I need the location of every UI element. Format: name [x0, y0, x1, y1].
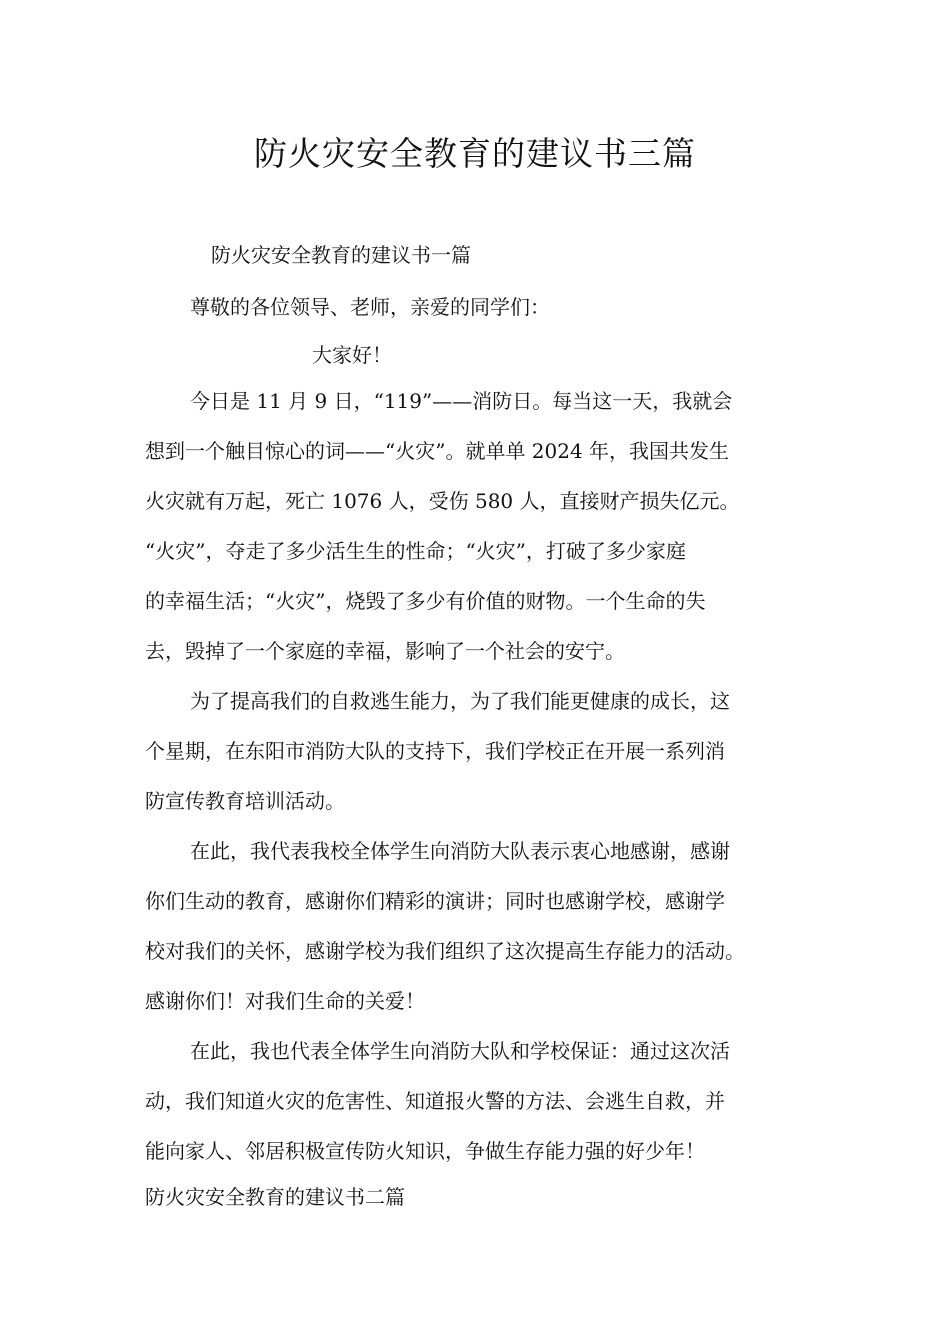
document-title: 防火灾安全教育的建议书三篇	[254, 134, 696, 173]
paragraph-line: 防宣传教育培训活动。	[145, 789, 345, 813]
salutation: 尊敬的各位领导、老师，亲爱的同学们：	[190, 295, 550, 319]
section-heading-one: 防火灾安全教育的建议书一篇	[211, 243, 471, 267]
paragraph-pledge	[145, 1026, 825, 1176]
paragraph-training	[145, 676, 825, 826]
paragraph-line: 为了提高我们的自救逃生能力，为了我们能更健康的成长，这	[190, 689, 730, 713]
paragraph-line: 火灾就有万起，死亡 1076 人，受伤 580 人，直接财产损失亿元。	[145, 489, 740, 513]
paragraph-line: 的幸福生活；“火灾”，烧毁了多少有价值的财物。一个生命的失	[145, 589, 706, 613]
section-heading-two: 防火灾安全教育的建议书二篇	[145, 1185, 405, 1209]
paragraph-line: 动，我们知道火灾的危害性、知道报火警的方法、会逃生自救，并	[145, 1089, 725, 1113]
paragraph-line: 在此，我也代表全体学生向消防大队和学校保证：通过这次活	[190, 1039, 730, 1063]
paragraph-line: 去，毁掉了一个家庭的幸福，影响了一个社会的安宁。	[145, 639, 625, 663]
paragraph-line: “火灾”，夺走了多少活生生的性命；“火灾”，打破了多少家庭	[145, 539, 686, 563]
paragraph-thanks	[145, 826, 825, 1026]
paragraph-fire-day	[145, 376, 825, 676]
greeting: 大家好！	[312, 343, 392, 367]
paragraph-line: 能向家人、邻居积极宣传防火知识，争做生存能力强的好少年！	[145, 1139, 705, 1163]
paragraph-line: 个星期，在东阳市消防大队的支持下，我们学校正在开展一系列消	[145, 739, 725, 763]
paragraph-line: 今日是 11 月 9 日，“119”——消防日。每当这一天，我就会	[190, 389, 733, 413]
paragraph-line: 想到一个触目惊心的词——“火灾”。就单单 2024 年，我国共发生	[145, 439, 730, 463]
paragraph-line: 你们生动的教育，感谢你们精彩的演讲；同时也感谢学校，感谢学	[145, 889, 725, 913]
paragraph-line: 校对我们的关怀，感谢学校为我们组织了这次提高生存能力的活动。	[145, 939, 745, 963]
paragraph-line: 在此，我代表我校全体学生向消防大队表示衷心地感谢，感谢	[190, 839, 730, 863]
paragraph-line: 感谢你们！对我们生命的关爱！	[145, 989, 425, 1013]
